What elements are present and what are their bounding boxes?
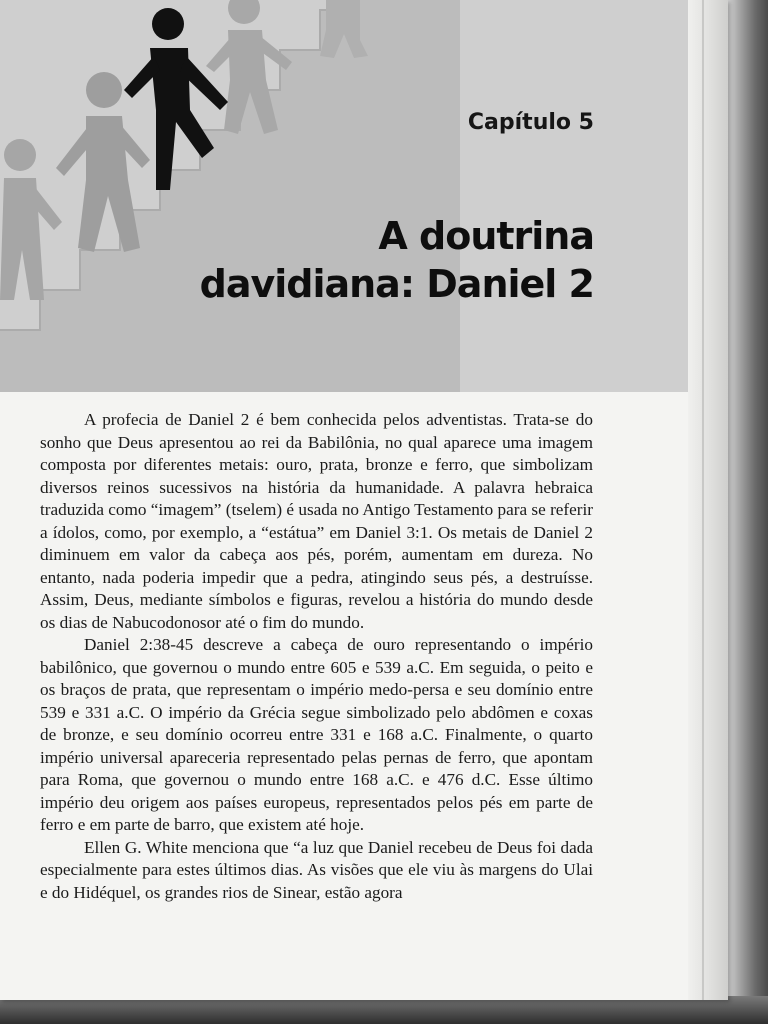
- chapter-title-line-1: A doutrina: [378, 214, 594, 258]
- body-text: [40, 409, 593, 904]
- paragraph-3: Ellen G. White menciona que “a luz que Daniel recebeu de Deus foi dada especialmente para estes últimos dias. As visões que ele viu às margens do Ulai e do Hidéquel, os grandes rios de Sinear, estão agora: [40, 837, 593, 902]
- bottom-shadow: [0, 996, 768, 1024]
- chapter-title: [74, 212, 594, 308]
- page-edge: [688, 0, 728, 1000]
- staircase-illustration: [0, 0, 460, 392]
- chapter-title-line-2: davidiana: Daniel 2: [199, 262, 594, 306]
- chapter-number: Capítulo 5: [467, 110, 594, 135]
- paragraph-1: A profecia de Daniel 2 é bem conhecida pelos adventistas. Trata-se do sonho que Deus apresentou ao rei da Babilônia, no qual aparece uma imagem composta por diferentes metais: ouro, prata, bronze e ferro, que simbolizam diversos reinos sucessivos na história da humanidade. A palavra hebraica traduzida como “imagem” (tselem) é usada no Antigo Testamento para se referir a ídolos, como, por exemplo, a “estátua” em Daniel 3:1. Os metais de Daniel 2 diminuem em valor da cabeça aos pés, porém, aumentam em dureza. No entanto, nada poderia impedir que a pedra, atingindo seus pés, a destruísse. Assim, Deus, mediante símbolos e figuras, revelou a história do mundo desde os dias de Nabucodonosor até o fim do mundo.: [40, 410, 593, 632]
- walking-figure-far-left-icon: [0, 139, 62, 300]
- chapter-header: [0, 0, 688, 392]
- book-spine-shadow: [726, 0, 768, 1024]
- paragraph-2: Daniel 2:38-45 descreve a cabeça de ouro representando o império babilônico, que governou o mundo entre 605 e 539 a.C. Em seguida, o peito e os braços de prata, que representam o império medo-persa e seu domínio entre 539 e 331 a.C. O império da Grécia segue simbolizado pelo abdômen e coxas de bronze, e seu domínio ocorreu entre 331 e 168 a.C. Finalmente, o quarto império universal apareceria representado pelas pernas de ferro, que apontam para Roma, que governou o mundo entre 168 a.C. e 476 d.C. Esse último império deu origem aos países europeus, representados pelos pés em parte de ferro e em parte de barro, que existem até hoje.: [40, 635, 593, 834]
